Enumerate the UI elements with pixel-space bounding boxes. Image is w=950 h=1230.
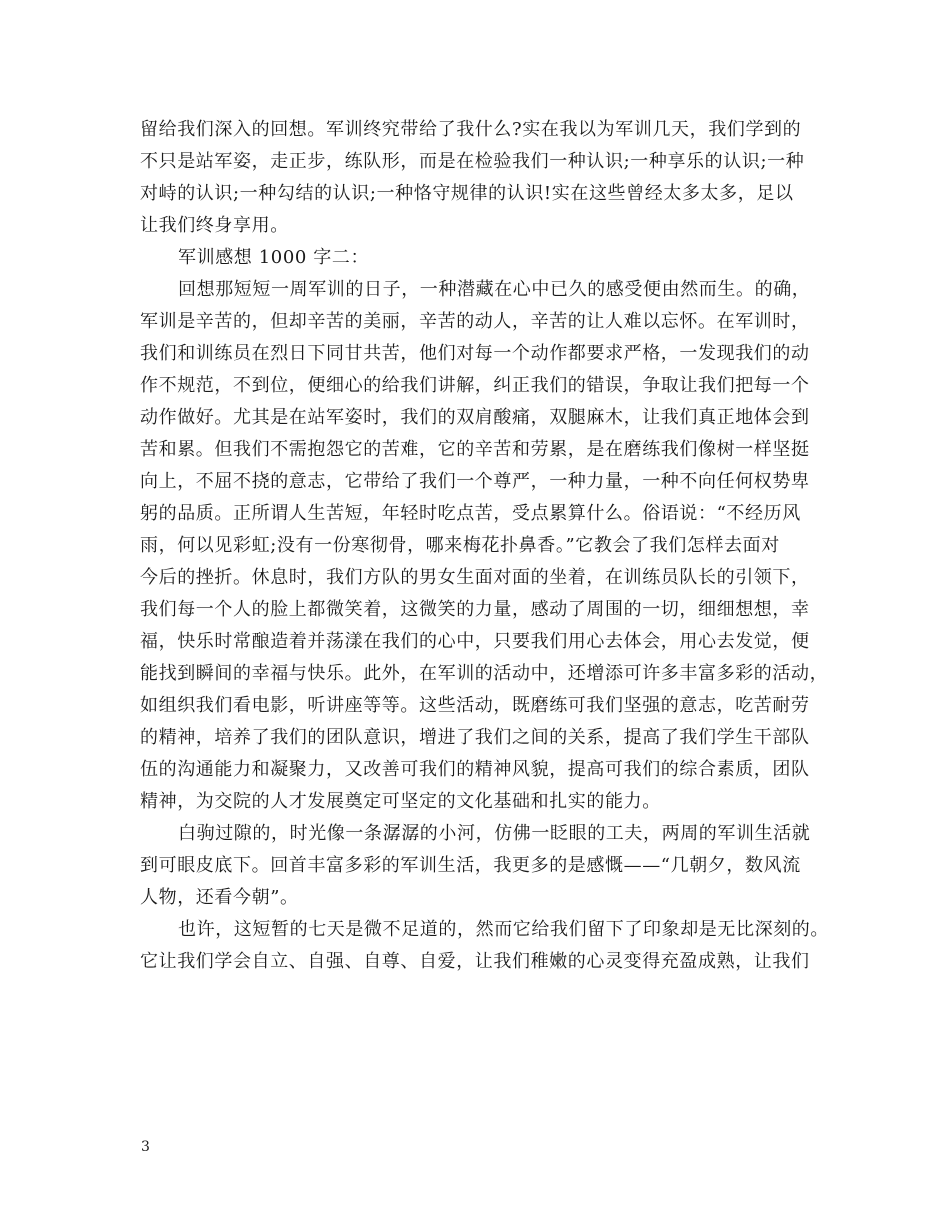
body-text — [140, 114, 829, 978]
text-line: 福，快乐时常酿造着并荡漾在我们的心中，只要我们用心去体会，用心去发觉，便 — [140, 631, 810, 652]
text-line: 留给我们深入的回想。军训终究带给了我什么?实在我以为军训几天，我们学到的 — [140, 119, 802, 140]
text-line: 的精神，培养了我们的团队意识，增进了我们之间的关系，提高了我们学生干部队 — [140, 727, 810, 748]
text-line: 作不规范，不到位，便细心的给我们讲解，纠正我们的错误，争取让我们把每一个 — [140, 375, 810, 396]
text-line: 精神，为交院的人才发展奠定可坚定的文化基础和扎实的能力。 — [140, 791, 661, 812]
text-line: 能找到瞬间的幸福与快乐。此外，在军训的活动中，还增添可许多丰富多彩的活动， — [140, 663, 829, 684]
text-line: 不只是站军姿，走正步，练队形，而是在检验我们一种认识;一种享乐的认识;一种 — [140, 151, 805, 172]
text-line: 如组织我们看电影，听讲座等等。这些活动，既磨练可我们坚强的意志，吃苦耐劳 — [140, 695, 810, 716]
text-line: 动作做好。尤其是在站军姿时，我们的双肩酸痛，双腿麻木，让我们真正地体会到 — [140, 407, 810, 428]
text-line: 它让我们学会自立、自强、自尊、自爱，让我们稚嫩的心灵变得充盈成熟，让我们 — [140, 951, 810, 972]
text-line: 苦和累。但我们不需抱怨它的苦难，它的辛苦和劳累，是在磨练我们像树一样坚挺 — [140, 439, 810, 460]
text-line: 到可眼皮底下。回首丰富多彩的军训生活，我更多的是感慨——“几朝夕，数风流 — [140, 855, 801, 876]
page-number: 3 — [141, 1139, 150, 1155]
text-line: 回想那短短一周军训的日子，一种潜藏在心中已久的感受便由然而生。的确， — [178, 279, 811, 300]
text-line: 让我们终身享用。 — [140, 215, 289, 236]
text-line: 向上，不屈不挠的意志，它带给了我们一个尊严，一种力量，一种不向任何权势卑 — [140, 471, 810, 492]
text-line: 今后的挫折。休息时，我们方队的男女生面对面的坐着，在训练员队长的引领下， — [140, 567, 810, 588]
text-line: 对峙的认识;一种勾结的认识;一种恪守规律的认识!实在这些曾经太多太多，足以 — [140, 183, 794, 204]
text-line: 我们每一个人的脸上都微笑着，这微笑的力量，感动了周围的一切，细细想想，幸 — [140, 599, 810, 620]
text-line: 躬的品质。正所谓人生苦短，年轻时吃点苦，受点累算什么。俗语说：“不经历风 — [140, 503, 801, 524]
section-heading: 军训感想 1000 字二： — [178, 247, 370, 268]
text-line: 人物，还看今朝”。 — [140, 887, 299, 908]
text-line: 军训是辛苦的，但却辛苦的美丽，辛苦的动人，辛苦的让人难以忘怀。在军训时， — [140, 311, 810, 332]
text-line: 也许，这短暂的七天是微不足道的，然而它给我们留下了印象却是无比深刻的。 — [178, 919, 829, 940]
text-line: 雨，何以见彩虹;没有一份寒彻骨，哪来梅花扑鼻香。”它教会了我们怎样去面对 — [140, 535, 780, 556]
text-line: 我们和训练员在烈日下同甘共苦，他们对每一个动作都要求严格，一发现我们的动 — [140, 343, 810, 364]
text-line: 伍的沟通能力和凝聚力，又改善可我们的精神风貌，提高可我们的综合素质，团队 — [140, 759, 810, 780]
text-line: 白驹过隙的，时光像一条潺潺的小河，仿佛一眨眼的工夫，两周的军训生活就 — [178, 823, 811, 844]
